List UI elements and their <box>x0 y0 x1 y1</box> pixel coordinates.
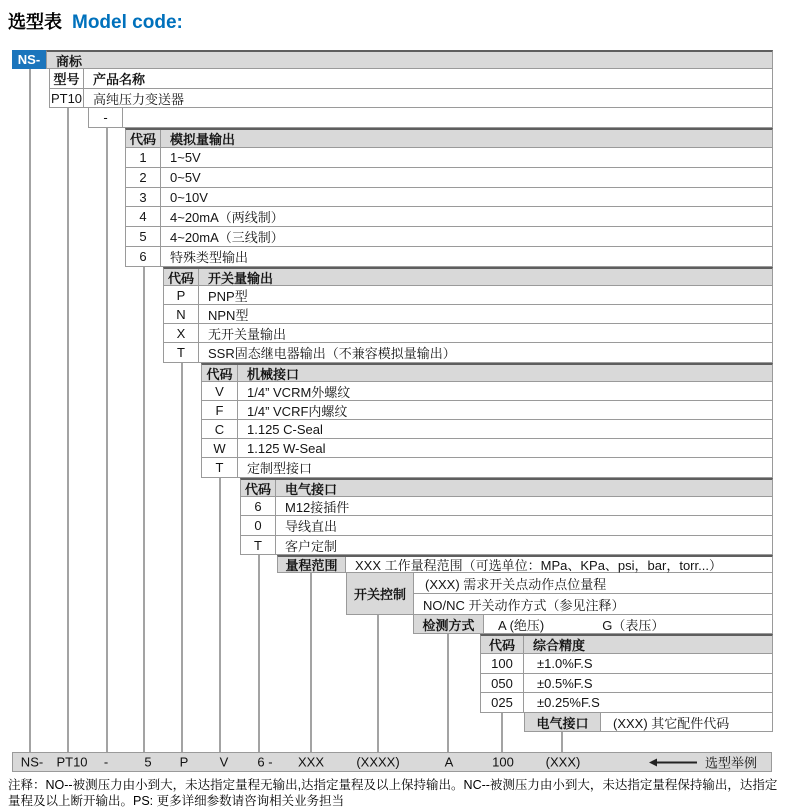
model-header-row <box>49 69 773 89</box>
example-value: P <box>179 754 189 770</box>
option-code: 1 <box>126 148 161 167</box>
model-value-row <box>49 89 773 108</box>
dash-cell: - <box>89 108 123 127</box>
option-code: 5 <box>126 227 161 246</box>
example-value: NS- <box>20 754 44 770</box>
option-label: ±0.5%F.S <box>537 675 593 691</box>
footnote: 注释：NO--被测压力由小到大，未达指定量程无输出,达指定量程及以上保持输出。NC--被测压力由小到大，未达指定量程保持输出，达指定量程及以上断开输出。PS: 更多详细参数请咨询相关业务担当 <box>8 778 778 808</box>
option-label: 导线直出 <box>285 519 338 534</box>
switch-code-header: 代码 <box>164 269 199 285</box>
option-label: 4~20mA（三线制） <box>170 230 284 245</box>
accuracy-header-row <box>480 634 773 654</box>
analog-option-row <box>125 168 773 188</box>
connector-line-accuracy <box>501 713 503 752</box>
option-label: 1.125 C-Seal <box>247 421 323 437</box>
brand-row <box>46 50 773 69</box>
mechanical-option-row <box>201 420 773 439</box>
option-label: 4~20mA（两线制） <box>170 210 284 225</box>
detection-row <box>413 615 773 634</box>
connector-line-detection <box>447 634 449 752</box>
option-label: 无开关量输出 <box>208 326 287 342</box>
model-header-code: 型号 <box>50 69 84 88</box>
option-label: 1/4” VCRF内螺纹 <box>247 403 348 419</box>
accuracy-option-row <box>480 693 773 713</box>
switch-control-label: 开关控制 <box>347 573 414 614</box>
mechanical-title: 机械接口 <box>247 366 300 382</box>
mechanical-header-row <box>201 363 773 382</box>
option-code: P <box>164 286 199 304</box>
electrical-option-row <box>240 497 773 516</box>
switch-control-content <box>414 573 772 614</box>
electrical-option-row <box>240 516 773 536</box>
option-label: 0~10V <box>170 189 208 205</box>
analog-option-row <box>125 227 773 247</box>
connector-line-mechanical <box>219 478 221 752</box>
option-code: 3 <box>126 188 161 206</box>
example-value: XXX <box>297 754 325 770</box>
electrical-option-row <box>240 536 773 555</box>
example-value: (XXXX) <box>356 754 400 770</box>
connector-line-model <box>67 108 69 752</box>
switch-control-row <box>346 573 773 615</box>
switch-header-row <box>163 267 773 286</box>
analog-code-header: 代码 <box>126 130 161 147</box>
option-code: 6 <box>126 247 161 266</box>
option-code: 4 <box>126 207 161 226</box>
option-label: SSR固态继电器输出（不兼容模拟量输出） <box>208 346 456 361</box>
accuracy-code-header: 代码 <box>481 636 524 653</box>
range-row <box>277 555 773 573</box>
mechanical-option-row <box>201 401 773 420</box>
accessory-label: 电气接口 <box>525 713 601 731</box>
connector-line-switch-control <box>377 615 379 752</box>
connector-line-electrical <box>258 555 260 752</box>
arrow-line <box>657 761 697 763</box>
range-desc: XXX 工作量程范围（可选单位：MPa、KPa、psi，bar，torr...） <box>355 558 722 573</box>
dash-filler <box>123 108 772 127</box>
prefix-badge: NS- <box>12 50 46 69</box>
option-code: 0 <box>241 516 276 535</box>
option-code: V <box>202 382 238 400</box>
option-code: 6 <box>241 497 276 515</box>
option-label: NPN型 <box>208 307 249 323</box>
option-code: 050 <box>481 674 524 692</box>
connector-line-range <box>310 573 312 752</box>
connector-line-switch <box>181 363 183 752</box>
analog-header-row <box>125 128 773 148</box>
option-code: 025 <box>481 693 524 712</box>
connector-line-accessory <box>561 732 563 752</box>
option-label: 0~5V <box>170 170 201 185</box>
example-value: A <box>444 754 454 770</box>
switch-option-row <box>163 286 773 305</box>
option-code: 100 <box>481 654 524 673</box>
option-code: X <box>164 324 199 342</box>
dash-row <box>88 108 773 128</box>
mechanical-option-row <box>201 439 773 458</box>
example-value: V <box>219 754 229 770</box>
analog-option-row <box>125 188 773 207</box>
title-zh: 选型表 <box>8 12 62 32</box>
option-code: T <box>164 343 199 362</box>
accessory-desc: (XXX) 其它配件代码 <box>613 715 730 731</box>
option-label: 1~5V <box>170 150 201 165</box>
switch-control-line1: (XXX) 需求开关点动作点位量程 <box>414 573 772 594</box>
example-bar <box>12 752 772 772</box>
detection-gauge: G（表压） <box>602 617 665 633</box>
accuracy-option-row <box>480 674 773 693</box>
option-label: ±1.0%F.S <box>537 656 593 671</box>
example-value: 100 <box>492 754 514 770</box>
detection-options <box>484 615 772 633</box>
accessory-row <box>524 713 773 732</box>
analog-option-row <box>125 207 773 227</box>
range-label: 量程范围 <box>278 557 346 572</box>
model-code: PT10 <box>50 90 83 106</box>
option-label: 1.125 W-Seal <box>247 440 326 456</box>
option-code: W <box>202 439 238 457</box>
analog-title: 模拟量输出 <box>170 132 236 147</box>
mechanical-option-row <box>201 382 773 401</box>
option-label: ±0.25%F.S <box>537 695 600 710</box>
page-title <box>8 8 183 34</box>
switch-title: 开关量输出 <box>208 270 274 286</box>
model-header-name: 产品名称 <box>93 72 146 87</box>
caption-text: 选型举例 <box>704 755 757 771</box>
example-value: 5 <box>144 754 152 770</box>
example-value: PT10 <box>56 754 88 770</box>
option-label: M12接插件 <box>285 499 350 515</box>
electrical-header-row <box>240 478 773 497</box>
switch-option-row <box>163 324 773 343</box>
option-code: N <box>164 305 199 323</box>
example-value: - <box>103 754 109 770</box>
accuracy-option-row <box>480 654 773 674</box>
connector-line-prefix <box>29 69 31 752</box>
option-code: 2 <box>126 168 161 187</box>
mechanical-option-row <box>201 458 773 478</box>
connector-line-analog <box>143 267 145 752</box>
selection-example-caption <box>649 753 757 772</box>
option-code: F <box>202 401 238 419</box>
option-label: 特殊类型输出 <box>170 250 249 265</box>
example-value: 6 - <box>257 754 273 770</box>
analog-option-row <box>125 148 773 168</box>
model-name: 高纯压力变送器 <box>93 91 185 107</box>
electrical-title: 电气接口 <box>285 481 338 497</box>
mechanical-code-header: 代码 <box>202 365 238 381</box>
brand-label: 商标 <box>56 53 83 69</box>
option-code: T <box>202 458 238 477</box>
option-code: T <box>241 536 276 554</box>
option-label: 客户定制 <box>285 538 338 554</box>
switch-option-row <box>163 305 773 324</box>
example-value: (XXX) <box>545 754 581 770</box>
detection-label: 检测方式 <box>414 615 484 633</box>
option-label: PNP型 <box>208 288 248 304</box>
title-en: Model code: <box>72 12 183 33</box>
detection-absolute: A (绝压) <box>498 617 545 633</box>
option-code: C <box>202 420 238 438</box>
option-label: 定制型接口 <box>247 461 313 476</box>
arrow-left-icon <box>649 758 657 766</box>
switch-option-row <box>163 343 773 363</box>
connector-line-dash <box>106 128 108 752</box>
analog-option-row <box>125 247 773 267</box>
electrical-code-header: 代码 <box>241 480 276 496</box>
option-label: 1/4” VCRM外螺纹 <box>247 384 351 400</box>
switch-control-line2: NO/NC 开关动作方式（参见注释） <box>423 597 625 613</box>
accuracy-title: 综合精度 <box>533 638 586 653</box>
